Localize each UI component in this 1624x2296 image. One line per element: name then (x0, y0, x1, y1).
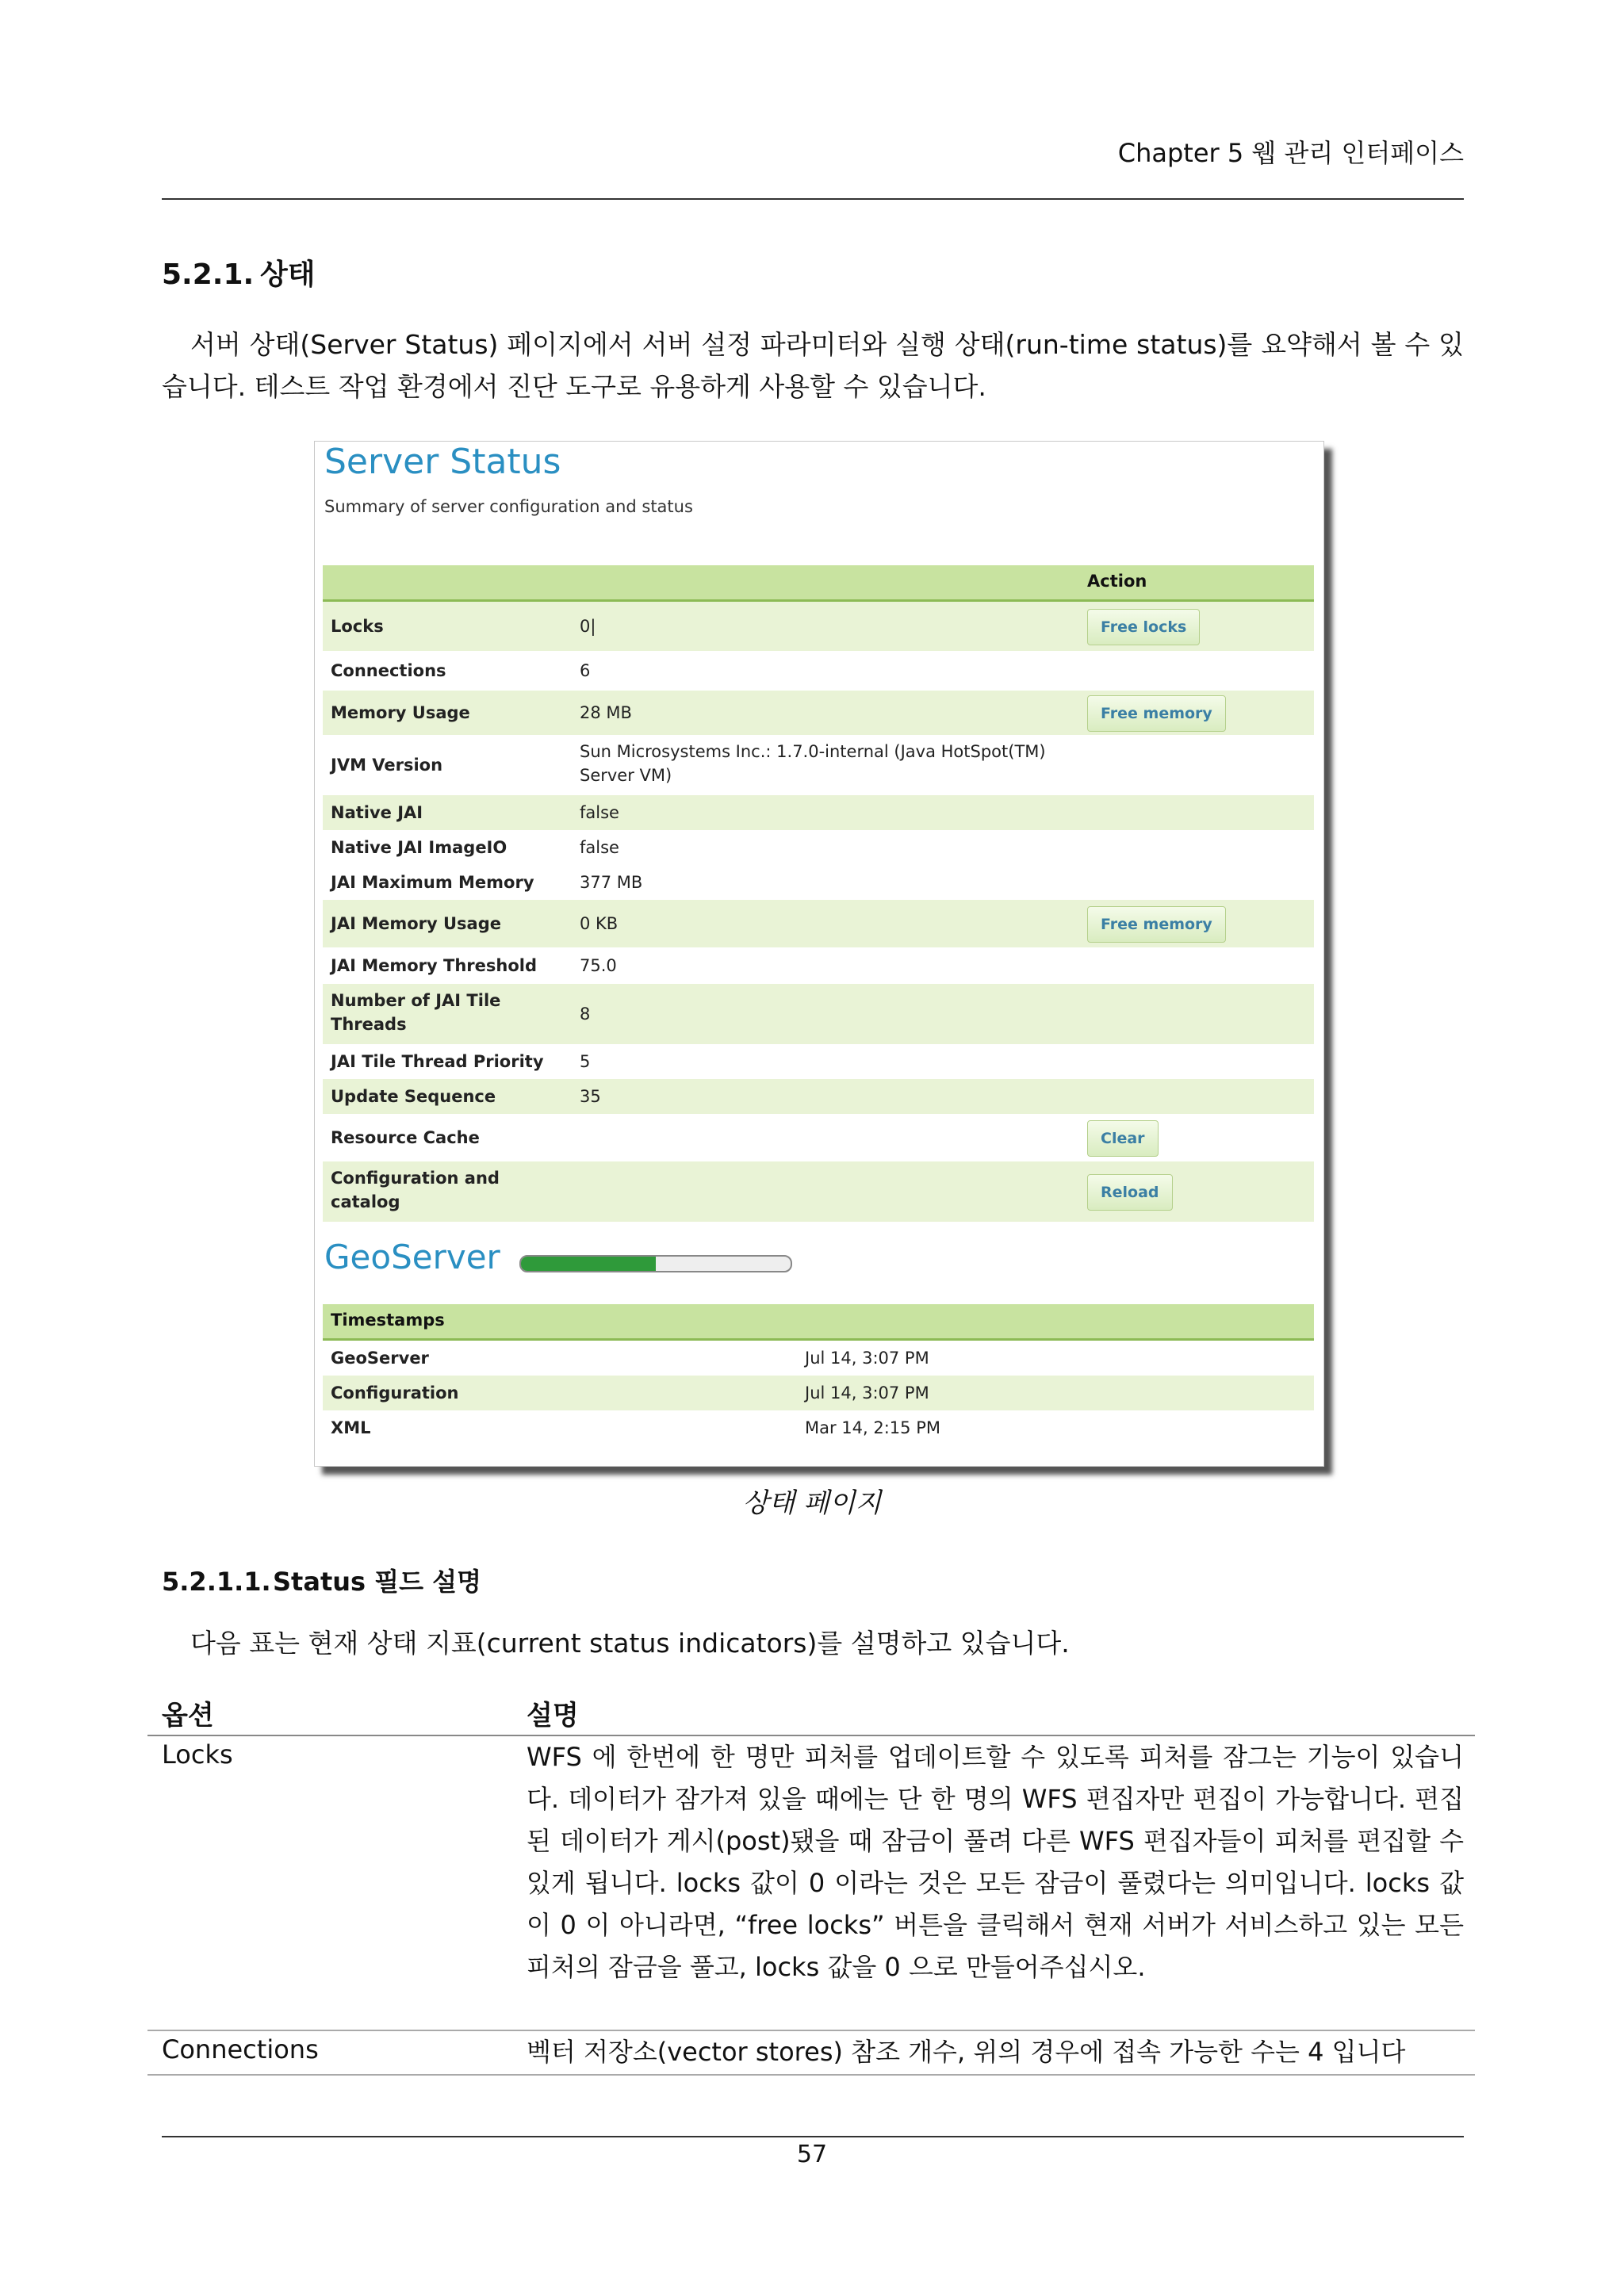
geoserver-progress-bar (519, 1255, 792, 1272)
timestamp-row (323, 1410, 1314, 1445)
status-value: Sun Microsystems Inc.: 1.7.0-internal (Java HotSpot(TM) (580, 742, 1046, 761)
header-option: 옵션 (162, 1700, 214, 1732)
progress-fill (521, 1257, 656, 1271)
status-key: JAI Tile Thread Priority (331, 1052, 544, 1071)
status-key: Native JAI (331, 803, 423, 822)
option-desc: 벡터 저장소(vector stores) 참조 개수, 위의 경우에 접속 가능한 수는 4 입니다 (527, 2037, 1406, 2067)
status-row (323, 1079, 1314, 1114)
free-jai-memory-button[interactable]: Free memory (1087, 906, 1226, 943)
status-row (323, 651, 1314, 691)
status-key: Configuration and (331, 1169, 500, 1188)
status-key: Resource Cache (331, 1128, 480, 1147)
status-value: 35 (580, 1087, 601, 1106)
subsection-heading (162, 1562, 481, 1598)
status-value: 6 (580, 661, 591, 680)
status-key: Memory Usage (331, 703, 470, 722)
status-key: JAI Memory Threshold (331, 956, 537, 975)
timestamps-header (323, 1304, 1314, 1341)
timestamp-value: Jul 14, 3:07 PM (805, 1349, 929, 1368)
intro-paragraph (162, 323, 1464, 408)
status-key: Update Sequence (331, 1087, 496, 1106)
status-key: JAI Memory Usage (331, 914, 501, 933)
status-row (323, 830, 1314, 865)
figure-caption: 상태 페이지 (742, 1487, 882, 1519)
section-title: 상태 (260, 258, 316, 291)
timestamp-row (323, 1376, 1314, 1410)
free-locks-button[interactable]: Free locks (1087, 609, 1200, 645)
timestamps-header-label: Timestamps (331, 1311, 445, 1330)
intro-text: 서버 상태(Server Status) 페이지에서 서버 설정 파라미터와 실행 상태(run-time status)를 요약해서 볼 수 있습니다. 테스트 작업 환경에서 진단 도구로 유용하게 사용할 수 있습니다. (162, 329, 1464, 402)
status-row (323, 602, 1314, 651)
status-key: Number of JAI Tile (331, 991, 501, 1010)
clear-button[interactable]: Clear (1087, 1120, 1159, 1157)
option-desc: WFS 에 한번에 한 명만 피처를 업데이트할 수 있도록 피처를 잠그는 기능이 있습니다. 데이터가 잠가져 있을 때에는 단 한 명의 WFS 편집자만 편집이 가능합니다. 편집된 데이터가 게시(post)됐을 때 잠금이 풀려 다른 WFS 편집자들이 피처를 편집할 수 있게 됩니다. locks 값이 0 이라는 것은 모든 잠금이 풀렸다는 의미입니다. locks 값이 0 이 아니라면, “free locks” 버튼을 클릭해서 현재 서버가 서비스하고 있는 모든 피처의 잠금을 풀고, locks 값을 0 으로 만들어주십시오. (527, 1742, 1464, 1982)
running-header: Chapter 5 웹 관리 인터페이스 (1117, 138, 1464, 168)
footer-rule (162, 2136, 1464, 2137)
subsection-intro (162, 1622, 1464, 1664)
options-table-header (147, 1693, 1475, 1736)
status-row (323, 1161, 1314, 1222)
status-row (323, 984, 1314, 1044)
action-header: Action (1087, 572, 1147, 591)
subsection-number: 5.2.1.1. (162, 1567, 271, 1597)
page-number: 57 (796, 2141, 828, 2168)
status-value: 28 MB (580, 703, 632, 722)
status-value: false (580, 803, 619, 822)
option-name: Locks (162, 1739, 233, 1770)
section-number: 5.2.1. (162, 258, 255, 291)
timestamp-row (323, 1341, 1314, 1376)
subsection-intro-text: 다음 표는 현재 상태 지표(current status indicators)를 설명하고 있습니다. (190, 1628, 1070, 1659)
table-row (147, 1736, 1475, 2031)
status-value: 75.0 (580, 956, 617, 975)
timestamp-value: Mar 14, 2:15 PM (805, 1418, 940, 1437)
server-status-screenshot (314, 441, 1324, 1467)
status-value: false (580, 838, 619, 857)
status-row (323, 795, 1314, 830)
status-row (323, 947, 1314, 984)
status-value: 0| (580, 617, 596, 636)
status-row (323, 1044, 1314, 1079)
status-value: 5 (580, 1052, 591, 1071)
status-row (323, 865, 1314, 900)
status-row (323, 735, 1314, 795)
status-value: 0 KB (580, 914, 619, 933)
header-desc: 설명 (527, 1700, 579, 1732)
server-status-title: Server Status (324, 442, 561, 482)
status-row (323, 691, 1314, 735)
status-value: Server VM) (580, 766, 672, 785)
geoserver-logo-text: GeoServer (324, 1238, 500, 1276)
status-row (323, 900, 1314, 947)
status-row (323, 1114, 1314, 1161)
status-key: Native JAI ImageIO (331, 838, 508, 857)
subsection-title: Status 필드 설명 (273, 1567, 481, 1597)
timestamp-key: XML (331, 1418, 371, 1437)
header-rule (162, 198, 1464, 200)
reload-button[interactable]: Reload (1087, 1174, 1173, 1211)
server-status-subtitle: Summary of server configuration and status (324, 497, 693, 516)
timestamp-value: Jul 14, 3:07 PM (805, 1383, 929, 1402)
status-value: 8 (580, 1004, 591, 1024)
section-heading (162, 252, 316, 293)
timestamp-key: Configuration (331, 1383, 459, 1402)
timestamp-key: GeoServer (331, 1349, 429, 1368)
status-key: Locks (331, 617, 384, 636)
status-key: Threads (331, 1015, 407, 1034)
status-key: catalog (331, 1192, 400, 1211)
option-name: Connections (162, 2034, 319, 2064)
status-table-header (323, 565, 1314, 602)
status-key: Connections (331, 661, 446, 680)
status-value: 377 MB (580, 873, 643, 892)
status-key: JVM Version (331, 756, 443, 775)
table-row (147, 2031, 1475, 2076)
status-key: JAI Maximum Memory (331, 873, 534, 892)
free-memory-button[interactable]: Free memory (1087, 695, 1226, 732)
